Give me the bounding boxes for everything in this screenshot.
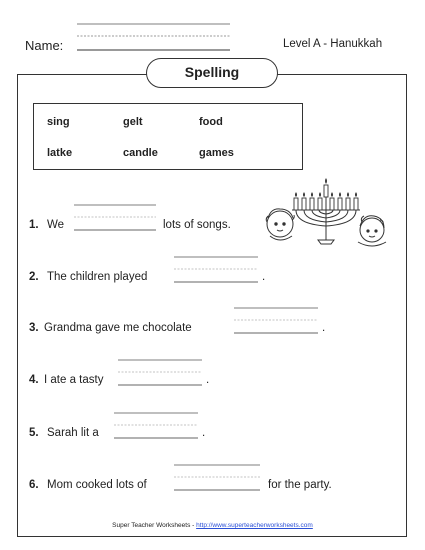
answer-blank[interactable] xyxy=(170,252,265,286)
question-text-after: . xyxy=(322,322,326,334)
question-text-before: I ate a tasty xyxy=(44,374,104,386)
word-bank-item: latke xyxy=(47,147,73,159)
footer-link[interactable]: http://www.superteacherworksheets.com xyxy=(196,522,313,529)
answer-blank[interactable] xyxy=(70,200,165,234)
word-bank-item: gelt xyxy=(123,116,143,128)
word-bank-item: food xyxy=(199,116,223,128)
answer-blank[interactable] xyxy=(110,408,205,442)
question-text-after: lots of songs. xyxy=(163,219,231,231)
question-text-after: for the party. xyxy=(268,479,332,491)
question-text-before: We xyxy=(47,219,65,231)
level-label: Level A - Hanukkah xyxy=(283,38,383,50)
worksheet-title: Spelling xyxy=(146,58,278,88)
name-label: Name: xyxy=(25,38,64,53)
footer-text: Super Teacher Worksheets - xyxy=(112,522,197,529)
page-footer xyxy=(0,522,425,529)
question-text-after: . xyxy=(206,374,210,386)
question-number: 6. xyxy=(29,479,39,491)
word-bank xyxy=(33,103,303,170)
question-text-before: Mom cooked lots of xyxy=(47,479,147,491)
question-number: 4. xyxy=(29,374,39,386)
question-text-after: . xyxy=(262,271,266,283)
question-text-before: The children played xyxy=(47,271,148,283)
question-text-before: Sarah lit a xyxy=(47,427,99,439)
question-text-before: Grandma gave me chocolate xyxy=(44,322,192,334)
answer-blank[interactable] xyxy=(170,460,265,494)
word-bank-item: candle xyxy=(123,147,158,159)
question-number: 1. xyxy=(29,219,39,231)
question-text-after: . xyxy=(202,427,206,439)
question-number: 3. xyxy=(29,322,39,334)
answer-blank[interactable] xyxy=(114,355,209,389)
word-bank-item: games xyxy=(199,147,234,159)
name-writing-lines xyxy=(0,0,425,60)
question-number: 5. xyxy=(29,427,39,439)
question-number: 2. xyxy=(29,271,39,283)
answer-blank[interactable] xyxy=(230,303,325,337)
menorah-children-illustration xyxy=(262,176,392,252)
word-bank-item: sing xyxy=(47,116,70,128)
